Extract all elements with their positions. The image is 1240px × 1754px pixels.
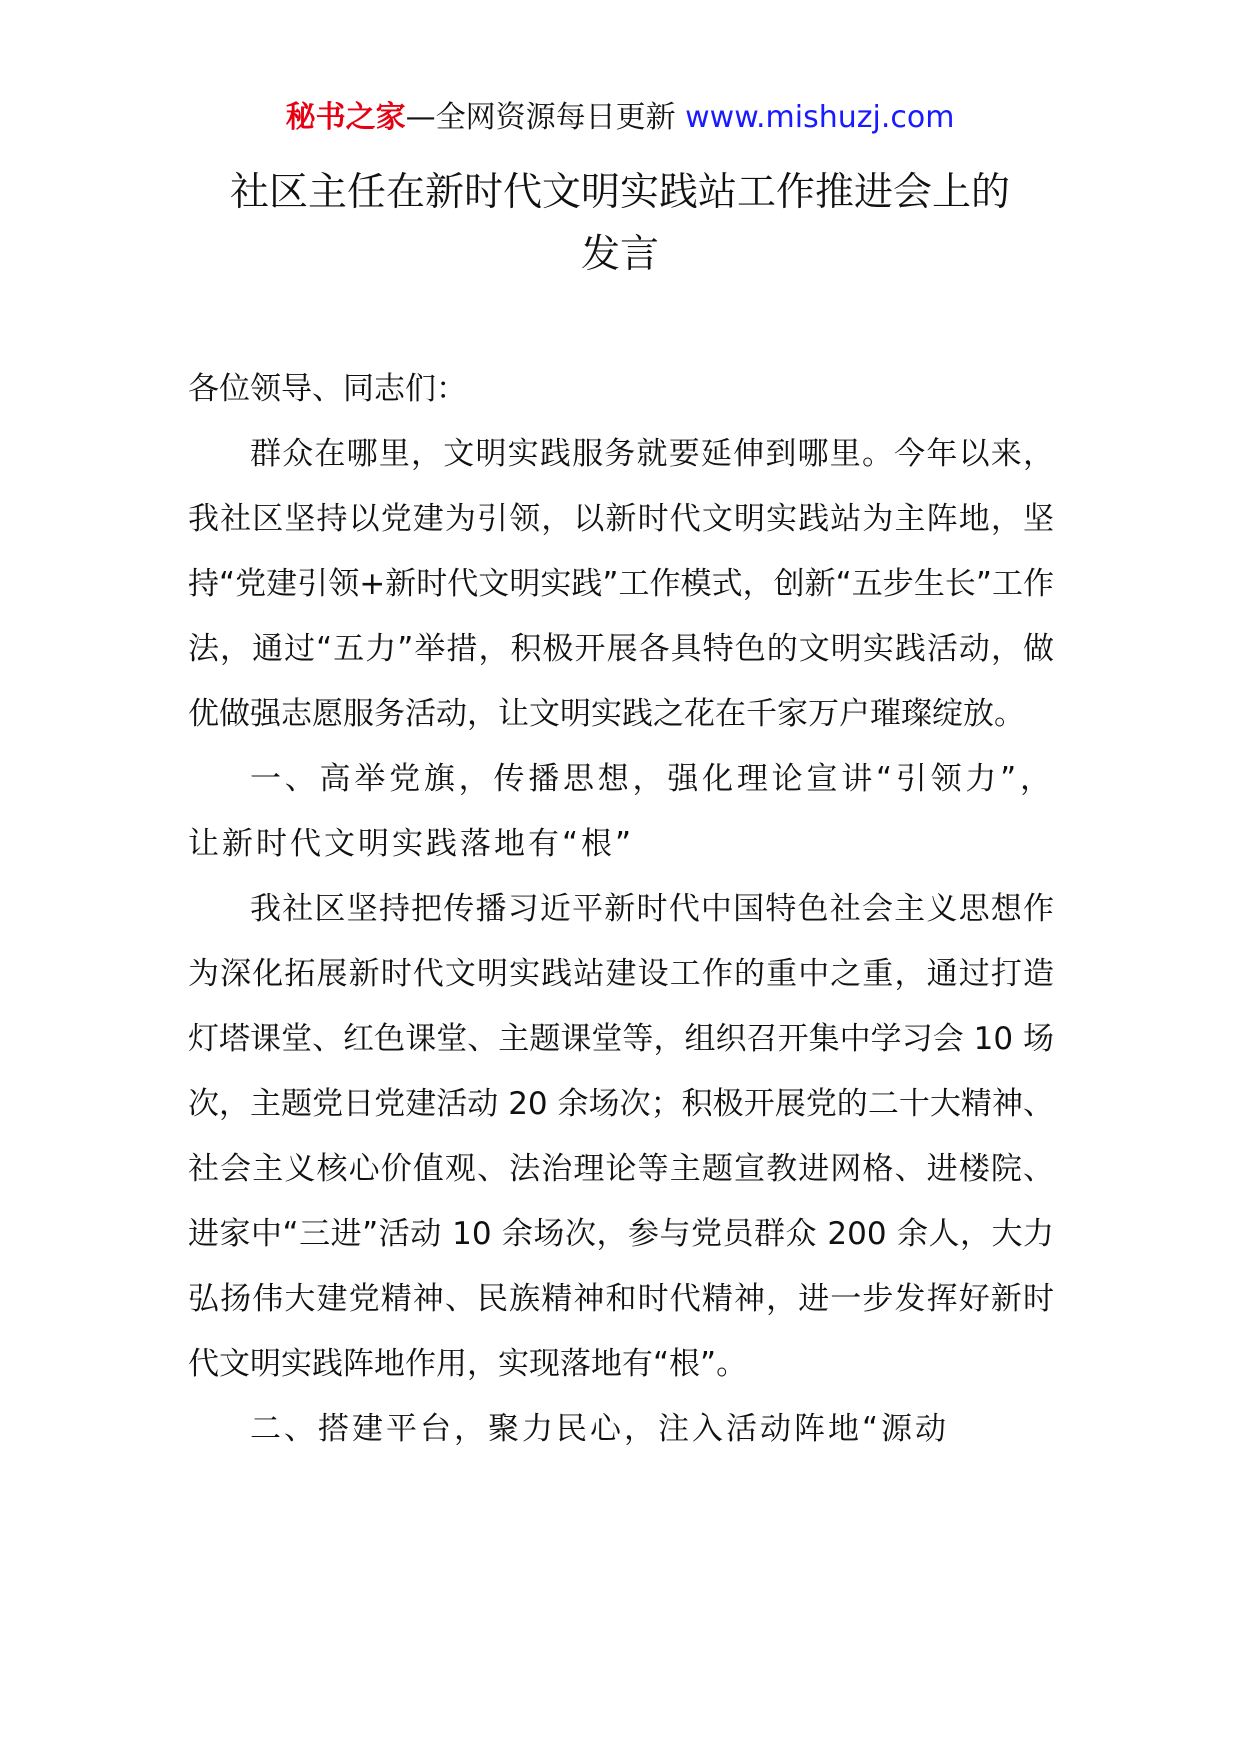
section-heading-1: 一、高举党旗，传播思想，强化理论宣讲“引领力”，让新时代文明实践落地有“根” xyxy=(188,761,1054,862)
paragraph-section-1: 我社区坚持把传播习近平新时代中国特色社会主义思想作为深化拓展新时代文明实践站建设工作的重中之重，通过打造灯塔课堂、红色课堂、主题课堂等，组织召开集中学习会 10 场次，主题党日党建活动 20 余场次；积极开展党的二十大精神、社会主义核心价值观、法治理论等主题宣教进网格、进楼院、进家中“三进”活动 10 余场次，参与党员群众 200 余人，大力弘扬伟大建党精神、民族精神和时代精神，进一步发挥好新时代文明实践阵地作用，实现落地有“根”。 xyxy=(188,891,1054,1382)
header-slogan: —全网资源每日更新 xyxy=(405,100,686,135)
site-url-link[interactable]: www.mishuzj.com xyxy=(685,100,955,135)
title-line-2: 发言 xyxy=(580,232,659,277)
site-header xyxy=(0,98,1240,138)
section-heading-2: 二、搭建平台，聚力民心，注入活动阵地“源动 xyxy=(250,1411,950,1447)
document-body xyxy=(188,357,1054,1462)
greeting: 各位领导、同志们： xyxy=(188,371,467,407)
title-line-1: 社区主任在新时代文明实践站工作推进会上的 xyxy=(229,170,1010,215)
brand-name: 秘书之家 xyxy=(285,100,406,135)
paragraph-intro: 群众在哪里，文明实践服务就要延伸到哪里。今年以来，我社区坚持以党建为引领，以新时代文明实践站为主阵地，坚持“党建引领+新时代文明实践”工作模式，创新“五步生长”工作法，通过“五力”举措，积极开展各具特色的文明实践活动，做优做强志愿服务活动，让文明实践之花在千家万户璀璨绽放。 xyxy=(188,436,1054,732)
document-title xyxy=(150,162,1090,286)
